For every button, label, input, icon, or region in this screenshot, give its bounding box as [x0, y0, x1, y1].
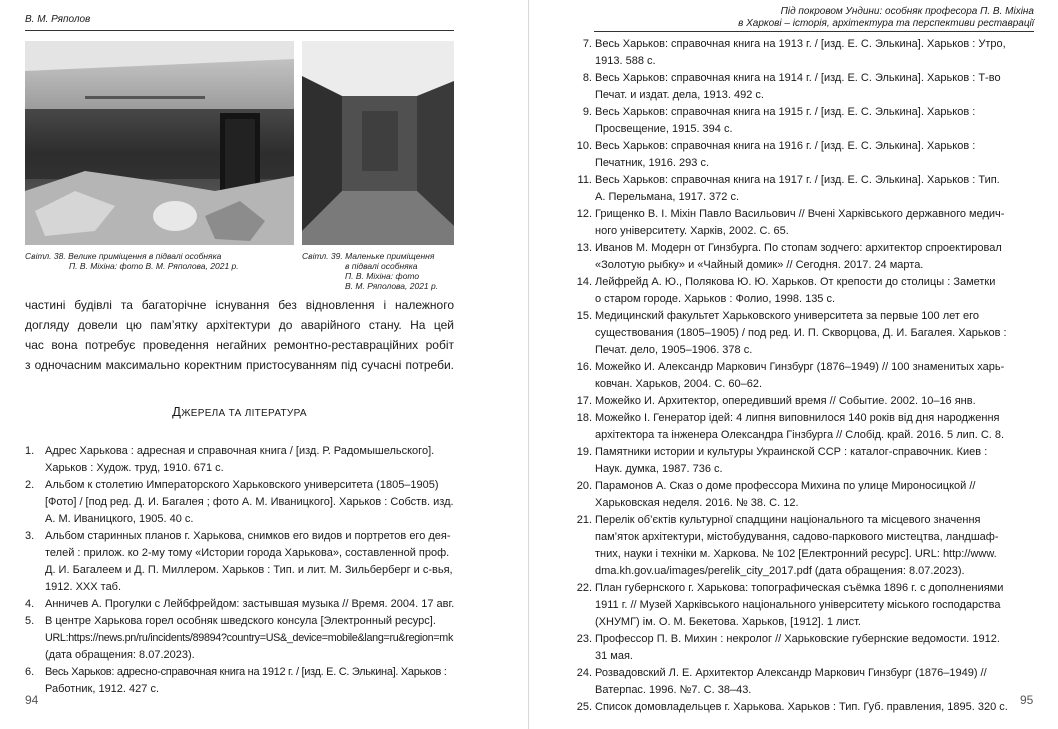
reference-line: Можейко И. Александр Маркович Гинзбург (1876–1949) // 100 знаменитых харь-: [595, 361, 1005, 373]
reference-item: [576, 699, 1033, 716]
reference-item: [576, 393, 1033, 410]
body-paragraph: [25, 295, 454, 375]
reference-item: [582, 70, 1033, 104]
figure-39-caption-line: в підвалі особняка: [345, 261, 418, 271]
reference-number: 3.: [25, 530, 35, 542]
reference-number: 23.: [576, 633, 592, 645]
reference-number: 13.: [576, 242, 592, 254]
reference-line: (дата обращения: 8.07.2023).: [45, 649, 195, 661]
reference-line: Парамонов А. Сказ о доме профессора Михина по улице Мироносицкой //: [595, 480, 976, 492]
basement-large-room-photo: [25, 41, 294, 245]
figure-38-caption: [25, 251, 297, 271]
reference-line: Весь Харьков: справочная книга на 1916 г. / [изд. Е. С. Элькина]. Харьков :: [595, 140, 976, 152]
reference-item: [576, 240, 1033, 274]
reference-line: 31 мая.: [595, 650, 633, 662]
reference-line: Печат. дело, 1905–1906. 378 с.: [595, 344, 753, 356]
reference-line: Весь Харьков: справочная книга на 1914 г. / [изд. Е. С. Элькина]. Харьков : Т-во: [595, 72, 1001, 84]
reference-line: Харьков : Худож. труд, 1910. 671 с.: [45, 462, 224, 474]
reference-line: Памятники истории и культуры Украинской ССР : каталог-справочник. Киев :: [595, 446, 988, 458]
reference-line: А. Перельмана, 1917. 372 с.: [595, 191, 740, 203]
section-title-rest: ЖЕРЕЛА ТА ЛІТЕРАТУРА: [181, 408, 307, 419]
reference-line: Адрес Харькова : адресная и справочная книга / [изд. Р. Радомышельского].: [45, 445, 435, 457]
reference-line: Харьковская неделя. 2016. № 38. С. 12.: [595, 497, 799, 509]
reference-line: Розвадовский Л. Е. Архитектор Александр Маркович Гинзбург (1876–1949) //: [595, 667, 987, 679]
reference-line: «Золотую рыбку» и «Чайный домик» // Сегодня. 2017. 24 марта.: [595, 259, 924, 271]
reference-line: Список домовладельцев г. Харькова. Харьков : Тип. Губ. правления, 1895. 320 с.: [595, 701, 1008, 713]
reference-item: [25, 477, 454, 528]
reference-line: Наук. думка, 1987. 736 с.: [595, 463, 723, 475]
basement-small-room-photo: [302, 41, 454, 245]
reference-item: [25, 596, 454, 613]
reference-line: о старом городе. Харьков : Фолио, 1998. 135 с.: [595, 293, 836, 305]
reference-line: Весь Харьков: адресно-справочная книга на 1912 г. / [изд. Е. С. Элькина]. Харьков :: [45, 666, 447, 678]
reference-number: 9.: [582, 106, 592, 118]
reference-number: 18.: [576, 412, 592, 424]
reference-number: 11.: [577, 174, 592, 186]
figure-39-caption: [302, 251, 462, 291]
reference-line: Иванов М. Модерн от Гинзбурга. По стопам зодчего: архитектор спроектировал: [595, 242, 1002, 254]
figure-38-caption-line: Велике приміщення в підвалі особняка: [68, 251, 222, 261]
reference-line: Весь Харьков: справочная книга на 1913 г. / [изд. Е. С. Элькина]. Харьков : Утро,: [595, 38, 1006, 50]
reference-item: [576, 478, 1033, 512]
reference-line: [Фото] / [под ред. Д. И. Багалея ; фото А. М. Иваницкого]. Харьков : Собств. изд.: [45, 496, 454, 508]
reference-number: 4.: [25, 598, 35, 610]
reference-line: Д. И. Багалеем и Д. П. Миллером. Харьков : Тип. и лит. М. Зильберберг и с-вья,: [45, 564, 453, 576]
reference-item: [576, 359, 1033, 393]
section-title: [25, 404, 454, 419]
running-header-line: Під покровом Ундини: особняк професора П. В. Міхіна: [780, 6, 1034, 17]
references-list-right: [576, 36, 1033, 716]
reference-item: [582, 104, 1033, 138]
reference-item: [582, 36, 1033, 70]
page-number-left: 94: [25, 693, 39, 707]
reference-number: 12.: [576, 208, 592, 220]
reference-item: [576, 308, 1033, 359]
reference-number: 19.: [576, 446, 592, 458]
figure-39-label: Світл. 39.: [302, 251, 343, 261]
reference-item: [25, 528, 454, 596]
reference-item: [576, 444, 1033, 478]
header-rule: [25, 30, 454, 31]
reference-number: 14.: [576, 276, 592, 288]
reference-line: Весь Харьков: справочная книга на 1917 г. / [изд. Е. С. Элькина]. Харьков : Тип.: [595, 174, 1000, 186]
reference-line: ковчан. Харьков, 2004. С. 60–62.: [595, 378, 763, 390]
reference-line: Перелік об’єктів культурної спадщини національного та місцевого значення: [595, 514, 981, 526]
header-rule: [594, 31, 1034, 32]
reference-line: ного університету. Харків, 2002. С. 65.: [595, 225, 789, 237]
figure-39-caption-line: Маленьке приміщення: [345, 251, 435, 261]
reference-item: [576, 665, 1033, 699]
figure-39-caption-line: П. В. Міхіна: фото: [345, 271, 420, 281]
reference-line: Можейко И. Архитектор, опередивший время // Событие. 2002. 10–16 янв.: [595, 395, 976, 407]
reference-number: 15.: [576, 310, 592, 322]
reference-number: 24.: [576, 667, 592, 679]
reference-line: Можейко І. Генератор ідей: 4 липня виповнилося 140 років від дня народження: [595, 412, 1000, 424]
reference-line: архітектора та інженера Олександра Гінзбурга // Слобід. край. 2016. 5 лип. С. 8.: [595, 429, 1005, 441]
reference-line: URL:https://news.pn/ru/incidents/89894?country=US&_device=mobile&lang=ru&region=mk: [45, 632, 454, 644]
reference-number: 8.: [582, 72, 592, 84]
reference-line: пам’яток архітектури, містобудування, садово-паркового мистецтва, ландшаф-: [595, 531, 999, 543]
reference-line: 1913. 588 с.: [595, 55, 656, 67]
reference-line: Ватерпас. 1996. №7. С. 38–43.: [595, 684, 752, 696]
reference-line: существования (1805–1905) / под ред. И. П. Скворцова, Д. И. Багалея. Харьков :: [595, 327, 1007, 339]
reference-line: Грищенко В. І. Міхін Павло Васильович // Вчені Харківського державного медич-: [595, 208, 1005, 220]
figure-38-caption-line: П. В. Міхіна: фото В. М. Ряполова, 2021 р.: [69, 261, 239, 271]
reference-number: 2.: [25, 479, 35, 491]
reference-item: [576, 580, 1033, 631]
reference-line: В центре Харькова горел особняк шведского консула [Электронный ресурс].: [45, 615, 436, 627]
reference-line: Альбом к столетию Императорского Харьковского университета (1805–1905): [45, 479, 439, 491]
reference-line: Работник, 1912. 427 с.: [45, 683, 159, 695]
reference-line: Лейфрейд А. Ю., Полякова Ю. Ю. Харьков. От крепости до столицы : Заметки: [595, 276, 996, 288]
reference-item: [25, 443, 454, 477]
reference-item: [576, 410, 1033, 444]
figure-39-caption-line: В. М. Ряполова, 2021 р.: [345, 281, 439, 291]
figure-38-label: Світл. 38.: [25, 251, 66, 261]
reference-number: 5.: [25, 615, 35, 627]
reference-line: План губернского г. Харькова: топографическая съёмка 1896 г. с дополнениями: [595, 582, 1004, 594]
reference-item: [576, 138, 1033, 172]
running-header-title: [594, 6, 1034, 30]
reference-number: 6.: [25, 666, 35, 678]
reference-line: Печат. и издат. дела, 1913. 492 с.: [595, 89, 764, 101]
right-page: [529, 0, 1058, 729]
reference-line: Медицинский факультет Харьковского университета за первые 100 лет его: [595, 310, 979, 322]
reference-item: [25, 664, 454, 698]
reference-number: 25.: [576, 701, 592, 713]
reference-item: [577, 172, 1033, 206]
body-line: з одночасним максимально коректним пристосуванням під сучасні потреби.: [25, 358, 454, 372]
reference-line: 1912. ХХХ таб.: [45, 581, 122, 593]
running-header-author: В. М. Ряполов: [25, 14, 91, 25]
body-line: час вона потребує проведення негайних ремонтно-реставраційних робіт: [25, 338, 454, 352]
reference-number: 20.: [576, 480, 592, 492]
reference-number: 21.: [576, 514, 592, 526]
reference-line: Просвещение, 1915. 394 с.: [595, 123, 733, 135]
references-list-left: [25, 443, 454, 698]
reference-line: 1911 г. // Музей Харківського національного університету міського господарства: [595, 599, 1001, 611]
running-header-line: в Харкові – історія, архітектура та перспективи реставрації: [738, 18, 1034, 29]
reference-number: 16.: [576, 361, 592, 373]
reference-number: 7.: [582, 38, 592, 50]
reference-line: Альбом старинных планов г. Харькова, снимков его видов и портретов его дея-: [45, 530, 451, 542]
reference-item: [576, 512, 1033, 580]
reference-line: dma.kh.gov.ua/images/perelik_city_2017.pdf (дата обращения: 8.07.2023).: [595, 565, 965, 577]
reference-number: 17.: [576, 395, 592, 407]
reference-line: (ХНУМГ) ім. О. М. Бекетова. Харьков, [1912]. 1 лист.: [595, 616, 861, 628]
body-line: частині будівлі та багаторічне існування без відновлення і належного: [25, 298, 454, 312]
section-title-initial: Д: [172, 404, 182, 419]
reference-line: А. М. Иваницкого, 1905. 40 с.: [45, 513, 194, 525]
reference-line: Анничев А. Прогулки с Лейбфрейдом: застывшая музыка // Время. 2004. 17 авг.: [45, 598, 455, 610]
reference-line: тних, науки і техніки м. Харкова. № 102 [Електронний ресурс]. URL: http://www.: [595, 548, 997, 560]
reference-number: 1.: [25, 445, 35, 457]
reference-item: [576, 631, 1033, 665]
reference-number: 10.: [576, 140, 592, 152]
reference-line: Печатник, 1916. 293 с.: [595, 157, 709, 169]
reference-line: телей : прилож. ко 2-му тому «Истории города Харькова», составленной проф.: [45, 547, 450, 559]
reference-item: [25, 613, 454, 664]
body-line: догляду довели цю пам’ятку архітектури до аварійного стану. На цей: [25, 318, 454, 332]
page-number-right: 95: [1020, 693, 1034, 707]
reference-item: [576, 206, 1033, 240]
reference-line: Весь Харьков: справочная книга на 1915 г. / [изд. Е. С. Элькина]. Харьков :: [595, 106, 976, 118]
reference-number: 22.: [576, 582, 592, 594]
reference-line: Профессор П. В. Михин : некролог // Харьковские губернские ведомости. 1912.: [595, 633, 1000, 645]
reference-item: [576, 274, 1033, 308]
